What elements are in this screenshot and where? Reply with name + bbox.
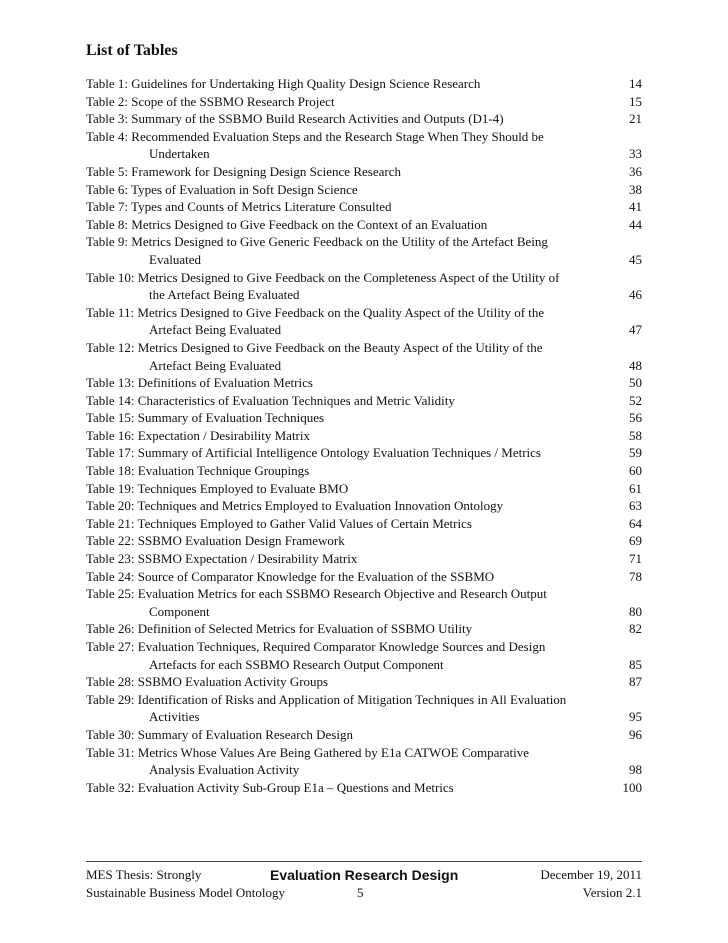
toc-entry[interactable] (86, 779, 642, 797)
toc-entry-title: Table 24: Source of Comparator Knowledge for the Evaluation of the SSBMO (86, 568, 495, 584)
toc-entry-title: Artefact Being Evaluated (149, 357, 282, 373)
toc-entry-title: Table 19: Techniques Employed to Evaluate BMO (86, 480, 349, 496)
toc-entry[interactable] (86, 392, 642, 410)
toc-entry-title: Table 10: Metrics Designed to Give Feedback on the Completeness Aspect of the Utility of (86, 269, 560, 285)
toc-entry-title: Table 21: Techniques Employed to Gather Valid Values of Certain Metrics (86, 515, 472, 531)
toc-entry-page: 56 (629, 410, 642, 426)
toc-entry-title: Table 28: SSBMO Evaluation Activity Groups (86, 674, 329, 690)
toc-entry-page: 80 (629, 603, 642, 619)
toc-entry[interactable] (86, 128, 642, 163)
toc-entry-title: Table 22: SSBMO Evaluation Design Framework (86, 533, 345, 549)
toc-entry-page: 60 (629, 463, 642, 479)
toc-entry[interactable] (86, 744, 642, 779)
toc-entry[interactable] (86, 515, 642, 533)
toc-entry-title: Table 15: Summary of Evaluation Techniques (86, 410, 325, 426)
toc-entry-title: Table 29: Identification of Risks and Application of Mitigation Techniques in All Evaluation (86, 691, 567, 707)
toc-entry-title: Table 14: Characteristics of Evaluation Techniques and Metric Validity (86, 392, 455, 408)
toc-entry-page: 50 (629, 375, 642, 391)
toc-entry-page: 82 (629, 621, 642, 637)
toc-entry-page: 52 (629, 392, 642, 408)
toc-entry-page: 61 (629, 480, 642, 496)
toc-entry-title: Table 9: Metrics Designed to Give Generic Feedback on the Utility of the Artefact Being (86, 234, 548, 250)
toc-entry[interactable] (86, 339, 642, 374)
toc-entry[interactable] (86, 304, 642, 339)
toc-entry[interactable] (86, 638, 642, 673)
toc-entry-page: 64 (629, 515, 642, 531)
toc-entry-title: Undertaken (149, 146, 210, 162)
toc-entry-title: Table 8: Metrics Designed to Give Feedback on the Context of an Evaluation (86, 216, 488, 232)
toc-entry-page: 96 (629, 726, 642, 742)
toc-entry-page: 85 (629, 656, 642, 672)
toc-entry[interactable] (86, 269, 642, 304)
toc-entry-page: 38 (629, 181, 642, 197)
toc-entry-title: Table 20: Techniques and Metrics Employed to Evaluation Innovation Ontology (86, 498, 504, 514)
footer-rule (86, 861, 642, 862)
footer-page-number: 5 (357, 885, 364, 900)
toc-entry-title: Evaluated (149, 251, 201, 267)
toc-entry-title: Table 7: Types and Counts of Metrics Literature Consulted (86, 199, 392, 215)
toc-entry-title: Table 32: Evaluation Activity Sub-Group E1a – Questions and Metrics (86, 779, 454, 795)
toc-entry-page: 69 (629, 533, 642, 549)
toc-entry-title: Table 12: Metrics Designed to Give Feedback on the Beauty Aspect of the Utility of the (86, 339, 543, 355)
toc-entry[interactable] (86, 585, 642, 620)
toc-entry[interactable] (86, 110, 642, 128)
footer-thesis-title: Sustainable Business Model Ontology (86, 885, 285, 900)
footer-thesis-label: MES Thesis: Strongly (86, 867, 202, 882)
toc-entry[interactable] (86, 462, 642, 480)
toc-entry-title: Table 6: Types of Evaluation in Soft Design Science (86, 181, 358, 197)
toc-entry-page: 46 (629, 287, 642, 303)
toc-entry-title: Table 17: Summary of Artificial Intelligence Ontology Evaluation Techniques / Metrics (86, 445, 541, 461)
toc-entry[interactable] (86, 550, 642, 568)
toc-entry-page: 71 (629, 551, 642, 567)
toc-entry-page: 47 (629, 322, 642, 338)
toc-entry-title: Table 18: Evaluation Technique Groupings (86, 463, 310, 479)
toc-entry-title: Artefact Being Evaluated (149, 322, 282, 338)
toc-entry-title: Table 3: Summary of the SSBMO Build Research Activities and Outputs (D1-4) (86, 111, 504, 127)
toc-entry-title: Table 11: Metrics Designed to Give Feedback on the Quality Aspect of the Utility of the (86, 304, 545, 320)
toc-entry-title: Table 4: Recommended Evaluation Steps and the Research Stage When They Should be (86, 128, 544, 144)
footer-date: December 19, 2011 (540, 867, 642, 882)
toc-entry-title: Analysis Evaluation Activity (149, 762, 300, 778)
toc-entry-page: 95 (629, 709, 642, 725)
toc-entry[interactable] (86, 93, 642, 111)
toc-entry[interactable] (86, 691, 642, 726)
toc-entry-title: Artefacts for each SSBMO Research Output Component (149, 656, 444, 672)
toc-entry-page: 59 (629, 445, 642, 461)
toc-entry-page: 58 (629, 427, 642, 443)
toc-entry-page: 15 (629, 93, 642, 109)
toc-entry[interactable] (86, 480, 642, 498)
toc-entry-title: Table 13: Definitions of Evaluation Metrics (86, 375, 313, 391)
toc-entry[interactable] (86, 409, 642, 427)
table-of-tables-list (86, 75, 642, 796)
toc-entry-title: Table 27: Evaluation Techniques, Required Comparator Knowledge Sources and Design (86, 639, 546, 654)
toc-entry[interactable] (86, 726, 642, 744)
toc-entry-title: Table 25: Evaluation Metrics for each SSBMO Research Objective and Research Output (86, 586, 547, 602)
toc-entry-page: 48 (629, 357, 642, 373)
toc-entry-title: Table 23: SSBMO Expectation / Desirability Matrix (86, 551, 358, 567)
toc-entry-page: 98 (629, 762, 642, 778)
toc-entry-title: Table 1: Guidelines for Undertaking High Quality Design Science Research (86, 76, 481, 91)
toc-entry-page: 41 (629, 199, 642, 215)
toc-entry-title: the Artefact Being Evaluated (149, 287, 300, 303)
toc-entry[interactable] (86, 216, 642, 234)
toc-entry[interactable] (86, 198, 642, 216)
toc-entry-title: Table 16: Expectation / Desirability Matrix (86, 427, 311, 443)
toc-entry-page: 14 (629, 76, 642, 91)
toc-entry[interactable] (86, 233, 642, 268)
toc-entry[interactable] (86, 444, 642, 462)
toc-entry[interactable] (86, 181, 642, 199)
toc-entry[interactable] (86, 673, 642, 691)
toc-entry[interactable] (86, 497, 642, 515)
toc-entry[interactable] (86, 163, 642, 181)
toc-entry-page: 78 (629, 568, 642, 584)
document-page (86, 0, 642, 943)
page-footer (86, 866, 642, 902)
toc-entry[interactable] (86, 568, 642, 586)
toc-entry-title: Table 26: Definition of Selected Metrics for Evaluation of SSBMO Utility (86, 621, 473, 637)
list-of-tables-heading: List of Tables (86, 42, 178, 59)
toc-entry[interactable] (86, 532, 642, 550)
toc-entry[interactable] (86, 374, 642, 392)
toc-entry-page: 63 (629, 498, 642, 514)
toc-entry-page: 45 (629, 251, 642, 267)
toc-entry-page: 87 (629, 674, 642, 690)
toc-entry[interactable] (86, 75, 642, 93)
toc-entry-title: Table 5: Framework for Designing Design Science Research (86, 163, 401, 179)
toc-entry-title: Table 2: Scope of the SSBMO Research Project (86, 93, 335, 109)
toc-entry-page: 36 (629, 163, 642, 179)
toc-entry-page: 33 (629, 146, 642, 162)
footer-section-title: Evaluation Research Design (270, 867, 459, 883)
toc-entry[interactable] (86, 620, 642, 638)
toc-entry-page: 100 (622, 779, 642, 795)
footer-version: Version 2.1 (582, 885, 642, 900)
toc-entry-page: 44 (629, 216, 642, 232)
toc-entry[interactable] (86, 427, 642, 445)
toc-entry-title: Component (149, 603, 210, 619)
toc-entry-title: Table 31: Metrics Whose Values Are Being Gathered by E1a CATWOE Comparative (86, 744, 530, 760)
toc-entry-title: Activities (149, 709, 200, 725)
toc-entry-title: Table 30: Summary of Evaluation Research Design (86, 726, 353, 742)
toc-entry-page: 21 (629, 111, 642, 127)
